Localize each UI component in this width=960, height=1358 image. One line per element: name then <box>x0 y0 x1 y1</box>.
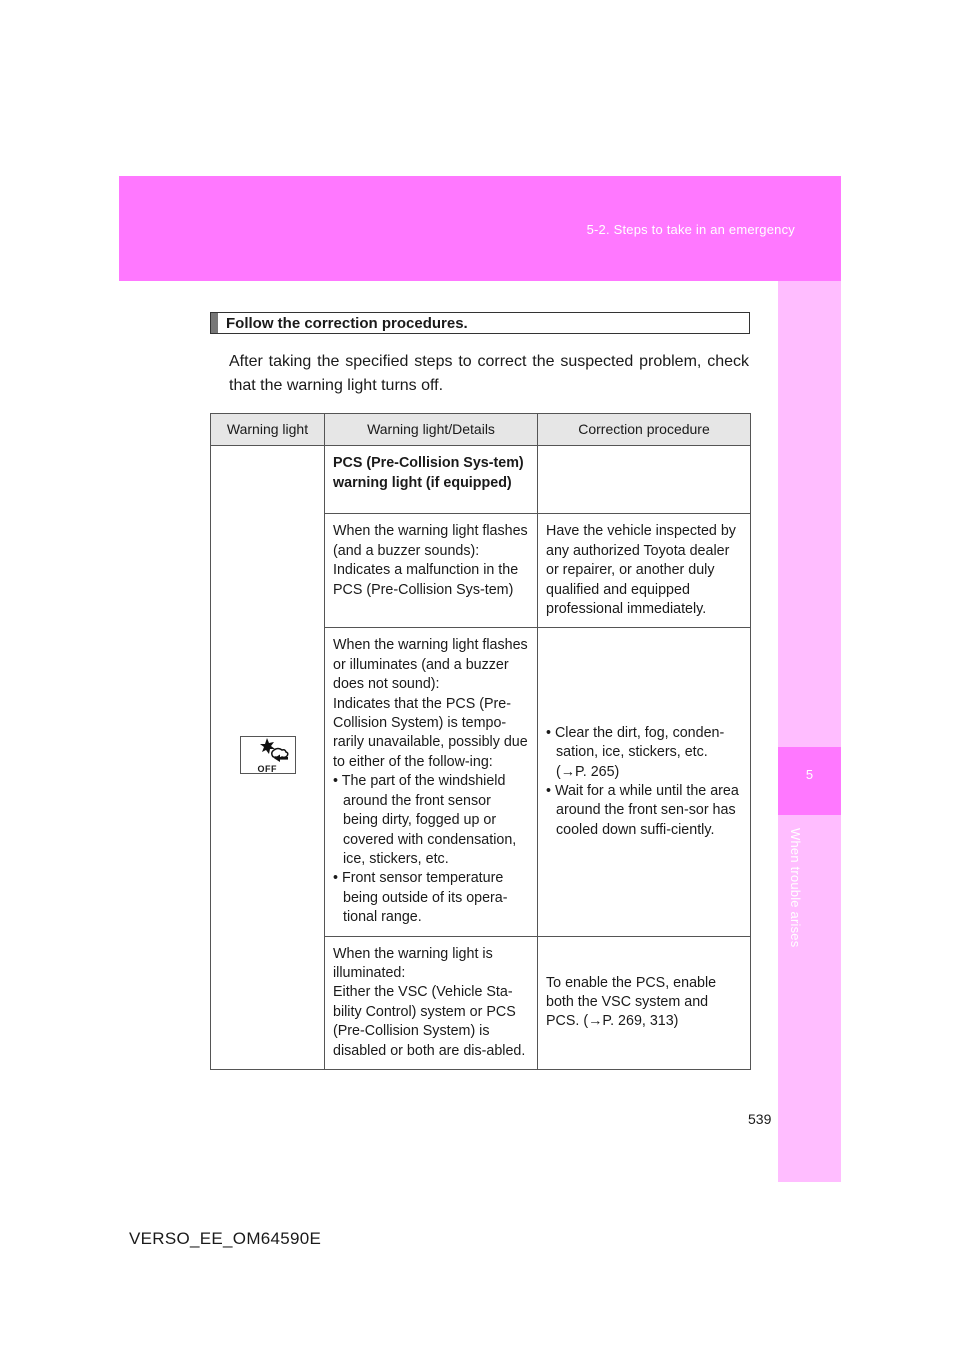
side-strip <box>778 281 841 1182</box>
section-path: 5-2. Steps to take in an emergency <box>586 222 795 237</box>
details-bullet-windshield: • The part of the windshield around the front sensor being dirty, fogged up or covered with condensation, ice, stickers, etc. <box>333 773 517 867</box>
pcs-off-warning-icon <box>240 736 296 774</box>
row-details-illuminated: When the warning light is illuminated: Either the VSC (Vehicle Sta-bility Control) system or PCS (Pre-Collision System) is disabled or both are dis-abled. <box>325 936 538 1069</box>
section-heading <box>210 312 750 334</box>
footer-code: VERSO_EE_OM64590E <box>129 1229 322 1248</box>
chapter-number: 5 <box>805 767 814 782</box>
section-title: Follow the correction procedures. <box>226 314 468 332</box>
warning-icon-cell <box>211 446 325 1070</box>
row-details-temporarily-unavailable <box>325 628 538 936</box>
section-accent <box>211 313 218 333</box>
table-row <box>211 446 751 514</box>
icon-off-label: OFF <box>257 763 277 774</box>
page-number: 539 <box>748 1111 772 1127</box>
row-correction-empty <box>538 446 751 514</box>
header-details: Warning light/Details <box>325 414 538 446</box>
header-warning-light: Warning light <box>211 414 325 446</box>
chapter-tab <box>778 747 841 815</box>
chapter-title: When trouble arises <box>788 828 803 948</box>
row-details-pcs-title <box>325 446 538 514</box>
warning-table <box>210 413 751 1070</box>
details-intro: When the warning light flashes or illuminates (and a buzzer does not sound): Indicates that the PCS (Pre-Collision System) is tempo-rarily unavailable, possibly due to either of the follow-ing: <box>333 637 528 770</box>
table-header-row <box>211 414 751 446</box>
row-details-flash-buzzer: When the warning light flashes (and a buzzer sounds): Indicates a malfunction in the PCS (Pre-Collision Sys-tem) <box>325 514 538 628</box>
correction-bullet-wait: • Wait for a while until the area around the front sen-sor has cooled down suffi-ciently. <box>546 782 739 838</box>
header-band <box>119 176 841 281</box>
details-bullet-temperature: • Front sensor temperature being outside of its opera-tional range. <box>333 870 508 926</box>
header-correction: Correction procedure <box>538 414 751 446</box>
correction-bullet-clear: • Clear the dirt, fog, conden-sation, ice, stickers, etc. (→P. 265) <box>546 724 725 780</box>
row-correction-inspect: Have the vehicle inspected by any authorized Toyota dealer or repairer, or another duly qualified and equipped professional immediately. <box>538 514 751 628</box>
pcs-title-text: PCS (Pre-Collision Sys-tem) warning light (if equipped) <box>333 455 524 491</box>
row-correction-clear <box>538 628 751 936</box>
row-correction-enable: To enable the PCS, enable both the VSC system and PCS. (→P. 269, 313) <box>538 936 751 1069</box>
intro-paragraph: After taking the specified steps to correct the suspected problem, check that the warning light turns off. <box>229 353 749 394</box>
